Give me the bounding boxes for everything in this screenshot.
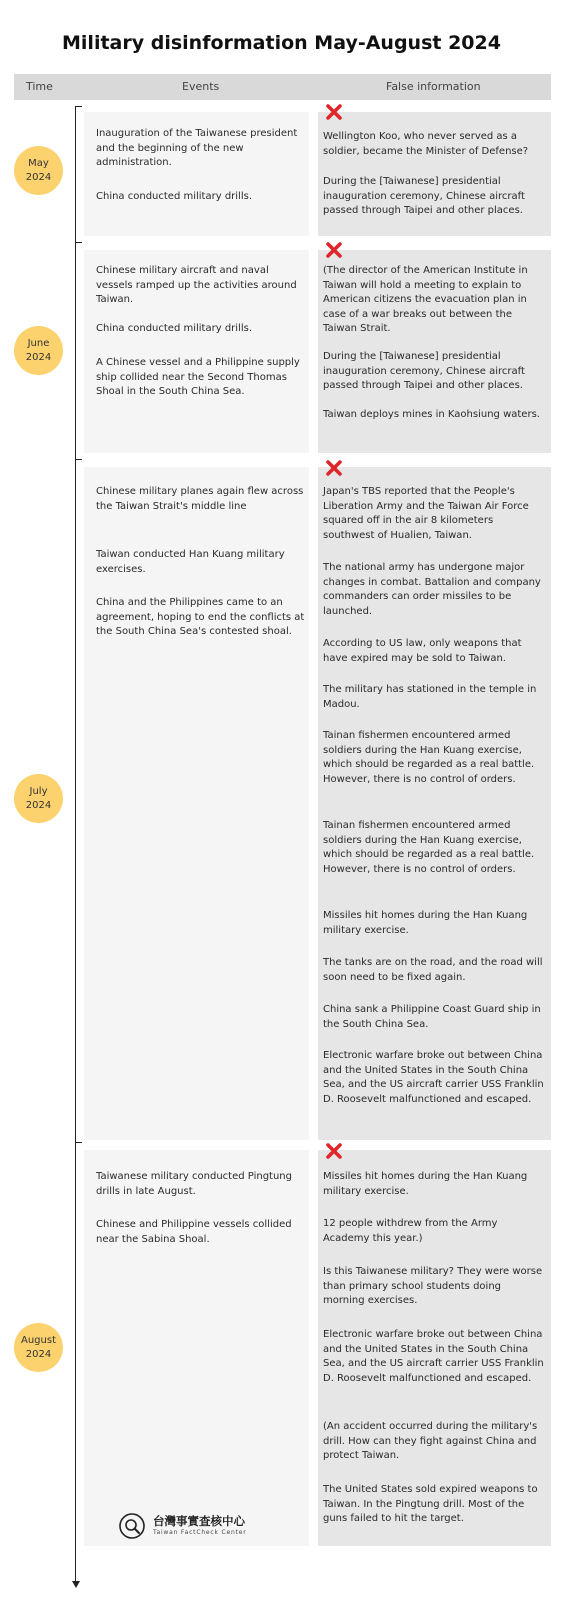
false-info-item: Tainan fishermen encountered armed soldiers during the Han Kuang exercise, which should be regarded as a real battle. However, there is no control of orders.: [323, 820, 535, 875]
false-info-item: 12 people withdrew from the Army Academy this year.): [323, 1218, 498, 1244]
timeline-line: [75, 106, 76, 1586]
period-badge-august: [14, 1323, 63, 1372]
false-cross-icon: [325, 459, 343, 477]
false-cross-icon: [325, 103, 343, 121]
period-month: June: [27, 337, 50, 349]
event-item: Chinese military planes again flew across the Taiwan Strait's middle line: [96, 486, 304, 512]
event-item: Inauguration of the Taiwanese president and the beginning of the new administration.: [96, 128, 298, 169]
period-year: 2024: [25, 799, 52, 811]
event-item: China and the Philippines came to an agreement, hoping to end the conflicts at the South China Sea's contested shoal.: [96, 597, 305, 638]
false-info-item: Electronic warfare broke out between China and the United States in the South China Sea, and the US aircraft carrier USS Franklin D. Roosevelt malfunctioned and escaped.: [323, 1329, 544, 1384]
false-info-item: Is this Taiwanese military? They were worse than primary school students doing morning exercises.: [323, 1266, 543, 1307]
timeline-arrow-icon: [72, 1581, 80, 1588]
period-year: 2024: [25, 171, 52, 183]
false-info-item: Wellington Koo, who never served as a soldier, became the Minister of Defense?: [323, 131, 529, 157]
header-time: Time: [26, 80, 53, 93]
period-month: May: [28, 157, 49, 169]
false-info-item: Missiles hit homes during the Han Kuang military exercise.: [323, 910, 528, 936]
false-info-item: The military has stationed in the temple in Madou.: [323, 684, 537, 710]
timeline-tick: [75, 242, 82, 243]
false-info-item: Electronic warfare broke out between China and the United States in the South China Sea, and the US aircraft carrier USS Franklin D. Roosevelt malfunctioned and escaped.: [323, 1050, 544, 1105]
false-info-item: Taiwan deploys mines in Kaohsiung waters.: [323, 409, 540, 420]
false-cross-icon: [325, 1142, 343, 1160]
false-info-item: (The director of the American Institute in Taiwan will hold a meeting to explain to American citizens the evacuation plan in case of a war breaks out between the Taiwan Strait.: [323, 265, 528, 335]
event-item: Chinese and Philippine vessels collided near the Sabina Shoal.: [96, 1219, 292, 1245]
period-badge-june: [14, 326, 63, 375]
period-badge-july: [14, 774, 63, 823]
logo-name: 台灣事實查核中心: [153, 1514, 245, 1528]
header-events: Events: [182, 80, 220, 93]
event-item: Chinese military aircraft and naval vessels ramped up the activities around Taiwan.: [96, 265, 297, 306]
events-panel-august: [84, 1150, 309, 1546]
false-info-item: According to US law, only weapons that have expired may be sold to Taiwan.: [323, 638, 522, 664]
period-month: July: [29, 785, 48, 797]
factcheck-logo: [118, 1512, 258, 1540]
false-info-item: Japan's TBS reported that the People's Liberation Army and the Taiwan Air Force squared off in the air 8 kilometers southwest of Hualien, Taiwan.: [323, 486, 529, 541]
table-header: [14, 74, 551, 100]
event-item: China conducted military drills.: [96, 191, 252, 202]
false-info-item: Tainan fishermen encountered armed soldiers during the Han Kuang exercise, which should be regarded as a real battle. However, there is no control of orders.: [323, 730, 535, 785]
false-info-item: (An accident occurred during the military's drill. How can they fight against China and protect Taiwan.: [323, 1421, 538, 1462]
header-false-info: False information: [386, 80, 481, 93]
false-info-item: China sank a Philippine Coast Guard ship in the South China Sea.: [323, 1004, 541, 1030]
magnifier-logo-icon: [118, 1512, 148, 1540]
page-title: Military disinformation May-August 2024: [62, 32, 501, 54]
period-year: 2024: [25, 1348, 52, 1360]
timeline-tick: [75, 459, 82, 460]
event-item: Taiwanese military conducted Pingtung drills in late August.: [96, 1171, 292, 1197]
event-item: A Chinese vessel and a Philippine supply ship collided near the Second Thomas Shoal in the South China Sea.: [96, 357, 300, 398]
false-info-item: Missiles hit homes during the Han Kuang military exercise.: [323, 1171, 528, 1197]
false-info-item: The national army has undergone major changes in combat. Battalion and company commanders can order missiles to be launched.: [323, 562, 541, 617]
period-month: August: [21, 1334, 56, 1346]
false-info-item: During the [Taiwanese] presidential inauguration ceremony, Chinese aircraft passed through Taipei and other places.: [323, 351, 525, 392]
event-item: China conducted military drills.: [96, 323, 252, 334]
event-item: Taiwan conducted Han Kuang military exercises.: [96, 549, 285, 575]
false-info-item: The United States sold expired weapons to Taiwan. In the Pingtung drill. Most of the guns failed to hit the target.: [323, 1484, 538, 1525]
logo-subtitle: Taiwan FactCheck Center: [153, 1529, 247, 1536]
timeline-tick: [75, 106, 82, 107]
period-badge-may: [14, 146, 63, 195]
period-year: 2024: [25, 351, 52, 363]
false-info-item: During the [Taiwanese] presidential inauguration ceremony, Chinese aircraft passed through Taipei and other places.: [323, 176, 525, 217]
timeline-tick: [75, 1142, 82, 1143]
false-cross-icon: [325, 241, 343, 259]
false-info-item: The tanks are on the road, and the road will soon need to be fixed again.: [323, 957, 543, 983]
